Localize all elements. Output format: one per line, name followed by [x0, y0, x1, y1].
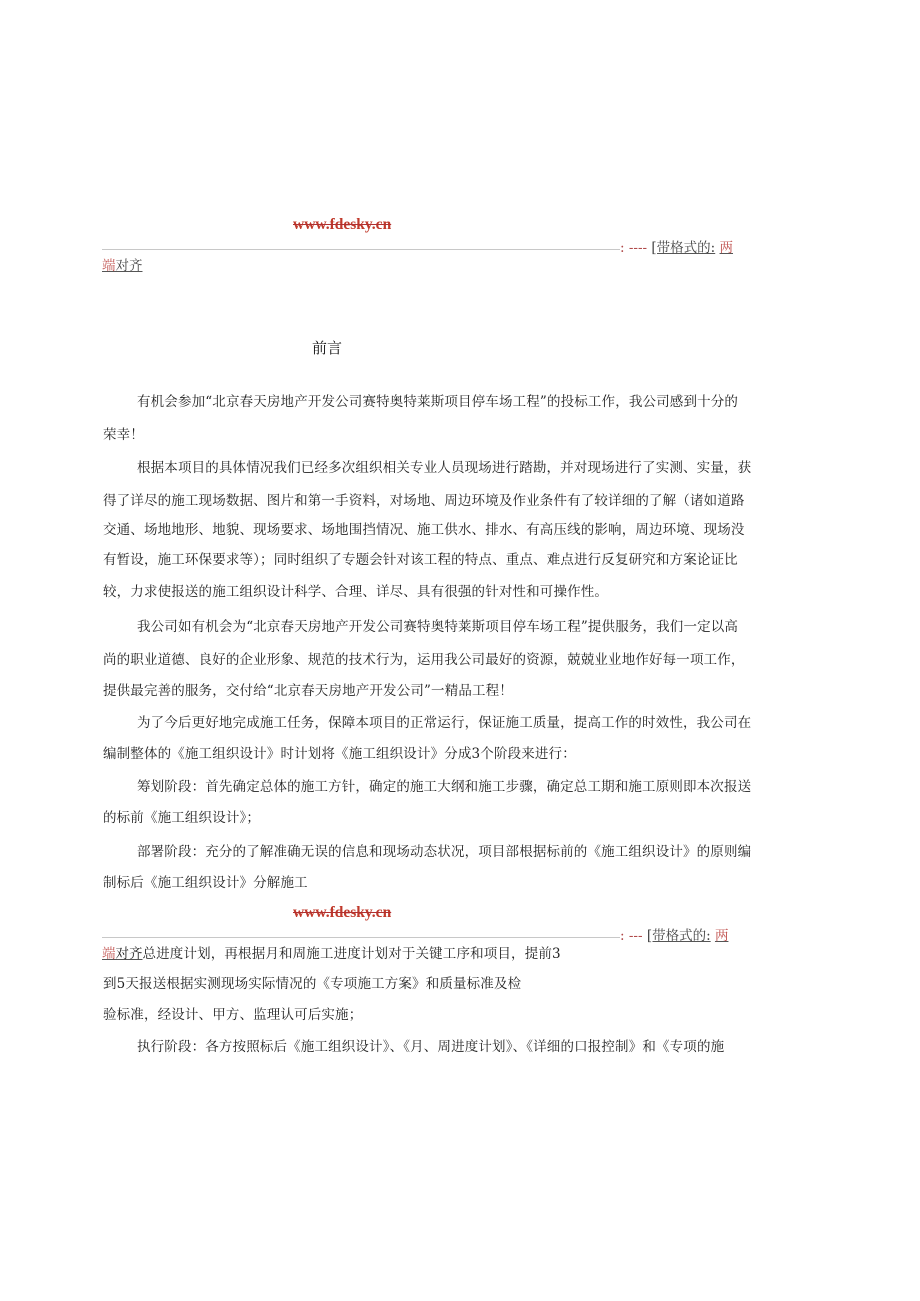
revision-note-label-red: 两 — [719, 240, 734, 256]
body-line-continuation — [102, 942, 561, 962]
body-line: 提供最完善的服务，交付给“北京春天房地产开发公司”一精品工程！ — [103, 683, 513, 699]
revision-note-prefix: : ---- — [620, 240, 648, 256]
revision-note-mid[interactable] — [620, 924, 728, 944]
body-line: 为了今后更好地完成施工任务，保障本项目的正常运行，保证施工质量，提高工作的时效性，我公司在 — [137, 715, 752, 731]
body-line: 的标前《施工组织设计》； — [103, 810, 261, 826]
revision-leader-line-top — [102, 249, 620, 250]
body-line: 到5天报送根据实测现场实际情况的《专项施工方案》和质量标准及检 — [103, 976, 522, 992]
revision-note-cont-red: 端 — [102, 258, 116, 274]
body-line: 尚的职业道德、良好的企业形象、规范的技术行为，运用我公司最好的资源，兢兢业业地作好每一项工作， — [103, 652, 745, 668]
body-line: 编制整体的《施工组织设计》时计划将《施工组织设计》分成3个阶段来进行： — [103, 746, 576, 762]
revision-note-label-red: 两 — [714, 928, 729, 944]
body-line: 执行阶段：各方按照标后《施工组织设计》、《月、周进度计划》、《详细的口报控制》和《专项的施 — [137, 1039, 725, 1055]
revision-note-label: [带格式的: — [651, 240, 716, 256]
revision-note-cont-red: 端 — [102, 946, 116, 962]
revision-note-prefix: : --- — [620, 928, 643, 944]
body-line-rest: 总进度计划，再根据月和周施工进度计划对于关键工序和项目，提前3 — [142, 946, 561, 962]
revision-note-cont: 对齐 — [115, 258, 143, 274]
body-line: 有暂设，施工环保要求等）；同时组织了专题会针对该工程的特点、重点、难点进行反复研究和方案论证比 — [103, 552, 738, 568]
revision-note-label: [带格式的: — [646, 928, 711, 944]
body-line: 部署阶段：充分的了解准确无误的信息和现场动态状况，项目部根据标前的《施工组织设计》的原则编 — [137, 844, 752, 860]
body-line: 筹划阶段：首先确定总体的施工方针，确定的施工大纲和施工步骤，确定总工期和施工原则即本次报送 — [137, 779, 752, 795]
body-line: 较，力求使报送的施工组织设计科学、合理、详尽、具有很强的针对性和可操作性。 — [103, 584, 609, 600]
body-line: 我公司如有机会为“北京春天房地产开发公司赛特奥特莱斯项目停车场工程”提供服务，我们一定以高 — [137, 619, 739, 635]
page-title: 前言 — [312, 339, 343, 357]
revision-note-cont: 对齐 — [115, 946, 143, 962]
body-line: 得了详尽的施工现场数据、图片和第一手资料，对场地、周边环境及作业条件有了较详细的了解（诸如道路 — [103, 493, 745, 509]
body-line: 根据本项目的具体情况我们已经多次组织相关专业人员现场进行踏勘，并对现场进行了实测、实量，获 — [137, 460, 752, 476]
revision-note-top[interactable] — [620, 236, 733, 256]
watermark-mid: www.fdesky.cn — [293, 904, 392, 921]
body-line: 有机会参加“北京春天房地产开发公司赛特奥特莱斯项目停车场工程”的投标工作，我公司感到十分的 — [137, 394, 739, 410]
body-line: 交通、场地地形、地貌、现场要求、场地围挡情况、施工供水、排水、有高压线的影响，周边环境、现场没 — [103, 522, 745, 538]
revision-leader-line-mid — [102, 937, 620, 938]
body-line: 验标准，经设计、甲方、监理认可后实施； — [103, 1007, 363, 1023]
body-line: 制标后《施工组织设计》分解施工 — [103, 875, 308, 891]
revision-note-top-cont — [102, 254, 143, 274]
watermark-top: www.fdesky.cn — [293, 216, 392, 233]
body-line: 荣幸！ — [103, 427, 144, 443]
